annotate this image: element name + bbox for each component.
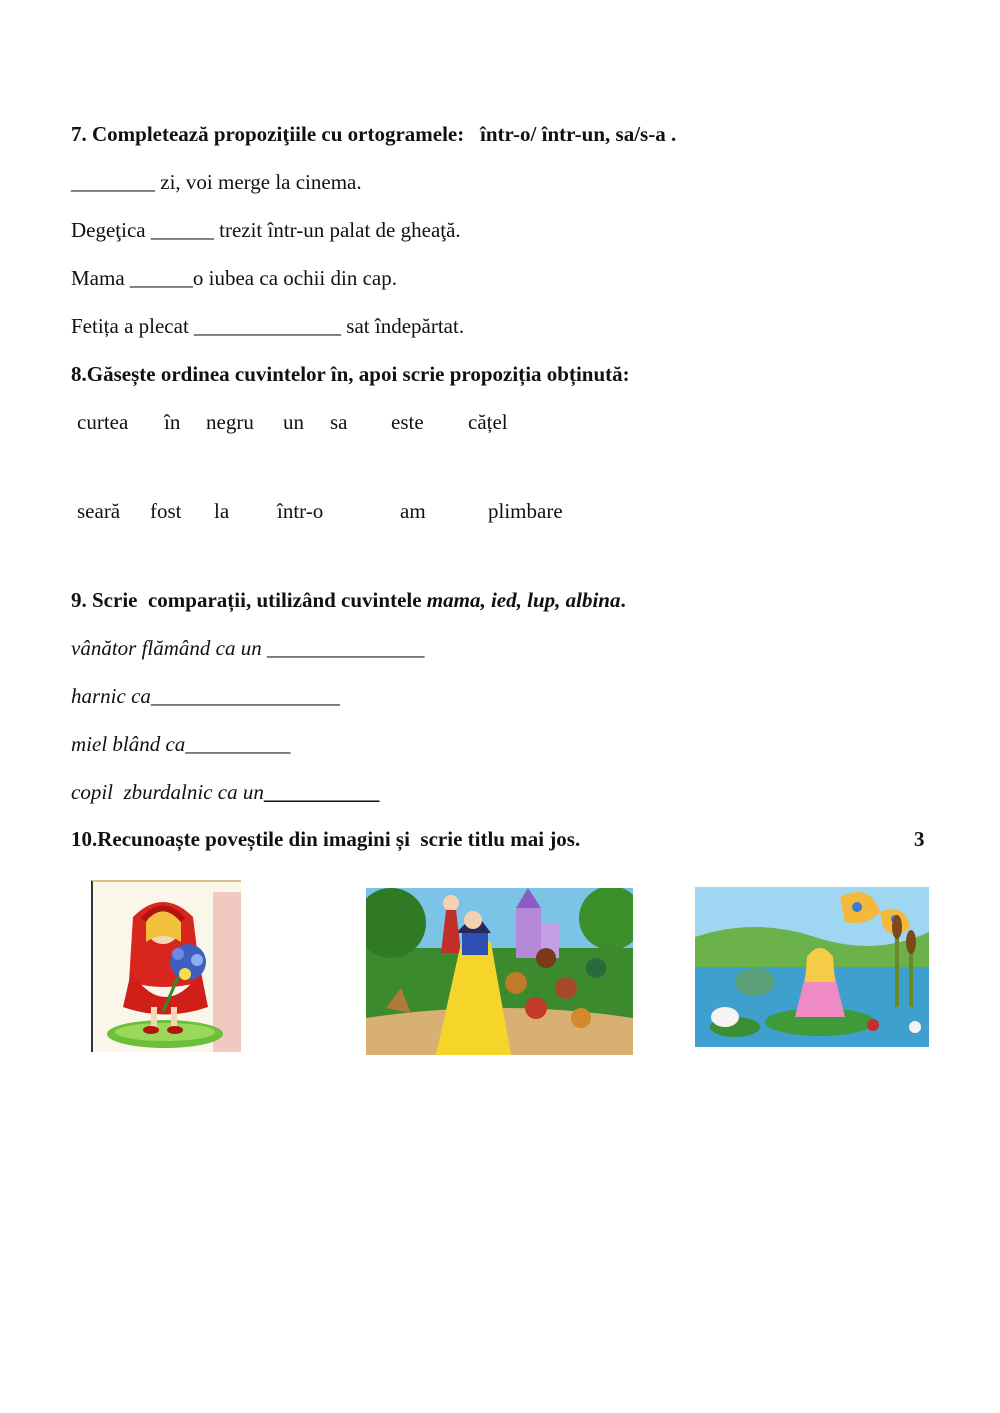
comparison-text: harnic ca [71,684,151,708]
comparison-line-2 [71,686,340,707]
comparison-line-3 [71,734,290,755]
word-card: negru [206,410,254,434]
word-card: curtea [77,410,129,434]
exercise-9-keywords: mama, ied, lup, albina [426,588,621,612]
exercise-9-title-end: . [620,588,626,612]
story-image-red-riding-hood [91,880,241,1052]
exercise-7-line-2: Degeţica ______ trezit într-un palat de gheaţă. [71,218,461,242]
word-card: seară [77,499,121,523]
word-card: sa [330,410,348,434]
exercise-8-title: 8.Găsește ordinea cuvintelor în, apoi scrie propoziția obținută: [71,362,630,386]
exercise-7-title: 7. Completează propoziţiile cu ortogramele: într-o/ într-un, sa/s-a . [71,122,677,146]
comparison-blank: ___________ [263,780,380,804]
story-image-thumbelina [695,887,929,1047]
word-card: într-o [277,499,324,523]
comparison-blank: _______________ [266,636,425,660]
word-card: un [283,410,304,434]
exercise-10-title: 10.Recunoaște poveștile din imagini și scrie titlu mai jos. [71,827,581,851]
comparison-blank: __________________ [150,684,340,708]
word-card: este [391,410,424,434]
word-card: la [214,499,230,523]
comparison-line-4 [71,782,379,803]
word-card: plimbare [488,499,563,523]
word-card: fost [150,499,182,523]
comparison-text: copil zburdalnic ca un [71,780,264,804]
exercise-9-title-text: 9. Scrie comparații, utilizând cuvintele [71,588,427,612]
story-image-snow-white [366,888,633,1055]
word-card: am [400,499,426,523]
word-card: în [164,410,181,434]
comparison-text: miel blând ca [71,732,186,756]
exercise-9-title [71,590,626,611]
comparison-line-1 [71,638,424,659]
points-value: 3 [914,827,925,851]
word-card: cățel [468,410,508,434]
exercise-7-line-4: Fetița a plecat ______________ sat îndepărtat. [71,314,465,338]
comparison-text: vânător flămând ca un [71,636,267,660]
exercise-7-line-3: Mama ______o iubea ca ochii din cap. [71,266,397,290]
comparison-blank: __________ [185,732,291,756]
exercise-7-line-1: ________ zi, voi merge la cinema. [71,170,362,194]
